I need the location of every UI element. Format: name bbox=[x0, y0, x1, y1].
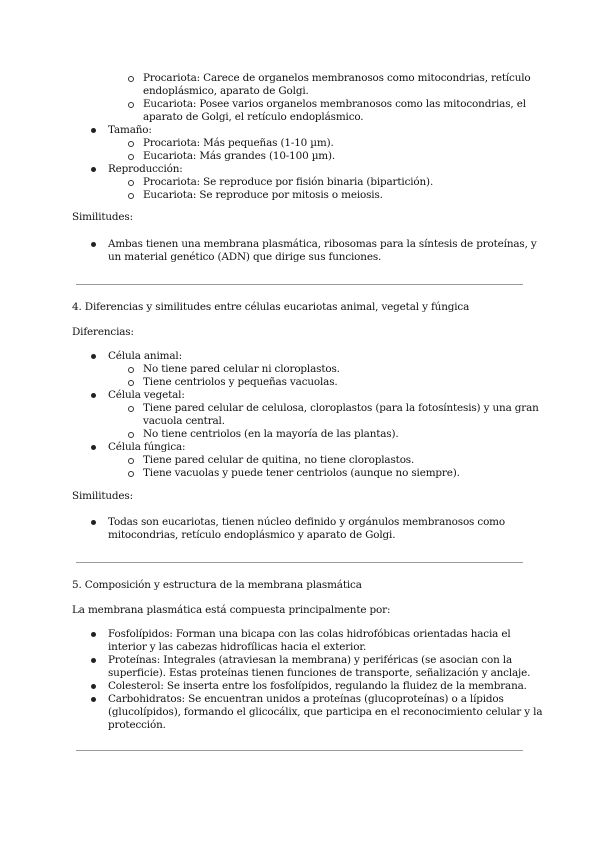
bullet bbox=[91, 393, 96, 398]
carbohidratos-line2: (glucolípidos), formando el glicocálix, que participa en el reconocimiento celular y la bbox=[108, 706, 543, 718]
similitud-4-line2: mitocondrias, retículo endoplásmico y aparato de Golgi. bbox=[108, 529, 396, 541]
sub-bullet bbox=[128, 367, 134, 373]
tamano-eucariota: Eucariota: Más grandes (10-100 µm). bbox=[143, 150, 336, 162]
sub-bullet bbox=[128, 380, 134, 386]
sub-bullet bbox=[128, 180, 134, 186]
section4-title: 4. Diferencias y similitudes entre células eucariotas animal, vegetal y fúngica bbox=[72, 301, 470, 313]
sub-bullet bbox=[128, 471, 134, 477]
bullet bbox=[91, 697, 96, 702]
reproduccion-procariota: Procariota: Se reproduce por fisión binaria (bipartición). bbox=[143, 176, 434, 188]
section5-title: 5. Composición y estructura de la membrana plasmática bbox=[72, 579, 362, 591]
bullet bbox=[91, 658, 96, 663]
fungica-item-1: Tiene pared celular de quitina, no tiene cloroplastos. bbox=[143, 454, 415, 466]
pared-procariota-line1: Procariota: Carece de organelos membranosos como mitocondrias, retículo bbox=[143, 72, 531, 84]
similitud-3-line1: Ambas tienen una membrana plasmática, ribosomas para la síntesis de proteínas, y bbox=[108, 238, 537, 250]
divider bbox=[76, 750, 523, 751]
vegetal-label: Célula vegetal: bbox=[108, 389, 185, 401]
similitudes-label-4: Similitudes: bbox=[72, 490, 133, 502]
reproduccion-label: Reproducción: bbox=[108, 163, 183, 175]
carbohidratos-line1: Carbohidratos: Se encuentran unidos a proteínas (glucoproteínas) o a lípidos bbox=[108, 693, 504, 705]
similitudes-label-3: Similitudes: bbox=[72, 211, 133, 223]
carbohidratos-line3: protección. bbox=[108, 719, 166, 731]
pared-eucariota-line1: Eucariota: Posee varios organelos membranosos como las mitocondrias, el bbox=[143, 98, 526, 110]
fosfolipidos-line1: Fosfolípidos: Forman una bicapa con las colas hidrofóbicas orientadas hacia el bbox=[108, 628, 511, 640]
bullet bbox=[91, 445, 96, 450]
sub-bullet bbox=[128, 406, 134, 412]
bullet bbox=[91, 242, 96, 247]
vegetal-item-1-line2: vacuola central. bbox=[143, 415, 225, 427]
similitud-4-line1: Todas son eucariotas, tienen núcleo definido y orgánulos membranosos como bbox=[108, 516, 505, 528]
sub-bullet bbox=[128, 141, 134, 147]
bullet bbox=[91, 167, 96, 172]
proteinas-line2: superficie). Estas proteínas tienen funciones de transporte, señalización y anclaje. bbox=[108, 667, 531, 679]
fosfolipidos-line2: interior y las cabezas hidrofílicas hacia el exterior. bbox=[108, 641, 367, 653]
colesterol: Colesterol: Se inserta entre los fosfolípidos, regulando la fluidez de la membrana. bbox=[108, 680, 527, 692]
similitud-3-line2: un material genético (ADN) que dirige sus funciones. bbox=[108, 251, 382, 263]
divider bbox=[76, 562, 523, 563]
bullet bbox=[91, 684, 96, 689]
fungica-label: Célula fúngica: bbox=[108, 441, 186, 453]
animal-item-1: No tiene pared celular ni cloroplastos. bbox=[143, 363, 340, 375]
pared-eucariota-line2: aparato de Golgi, el retículo endoplásmico. bbox=[143, 111, 364, 123]
bullet bbox=[91, 354, 96, 359]
sub-bullet bbox=[128, 154, 134, 160]
proteinas-line1: Proteínas: Integrales (atraviesan la membrana) y periféricas (se asocian con la bbox=[108, 654, 512, 666]
vegetal-item-2: No tiene centriolos (en la mayoría de las plantas). bbox=[143, 428, 399, 440]
bullet bbox=[91, 520, 96, 525]
vegetal-item-1-line1: Tiene pared celular de celulosa, cloroplastos (para la fotosíntesis) y una gran bbox=[143, 402, 539, 414]
bullet bbox=[91, 632, 96, 637]
divider bbox=[76, 284, 523, 285]
sub-bullet bbox=[128, 193, 134, 199]
tamano-procariota: Procariota: Más pequeñas (1-10 µm). bbox=[143, 137, 334, 149]
pared-procariota-line2: endoplásmico, aparato de Golgi. bbox=[143, 85, 309, 97]
tamano-label: Tamaño: bbox=[108, 124, 152, 136]
reproduccion-eucariota: Eucariota: Se reproduce por mitosis o meiosis. bbox=[143, 189, 383, 201]
section5-intro: La membrana plasmática está compuesta principalmente por: bbox=[72, 604, 391, 616]
sub-bullet bbox=[128, 458, 134, 464]
sub-bullet bbox=[128, 432, 134, 438]
sub-bullet bbox=[128, 102, 134, 108]
animal-label: Célula animal: bbox=[108, 350, 182, 362]
bullet bbox=[91, 128, 96, 133]
sub-bullet bbox=[128, 76, 134, 82]
animal-item-2: Tiene centriolos y pequeñas vacuolas. bbox=[143, 376, 338, 388]
diferencias-label: Diferencias: bbox=[72, 326, 134, 338]
fungica-item-2: Tiene vacuolas y puede tener centriolos (aunque no siempre). bbox=[143, 467, 460, 479]
